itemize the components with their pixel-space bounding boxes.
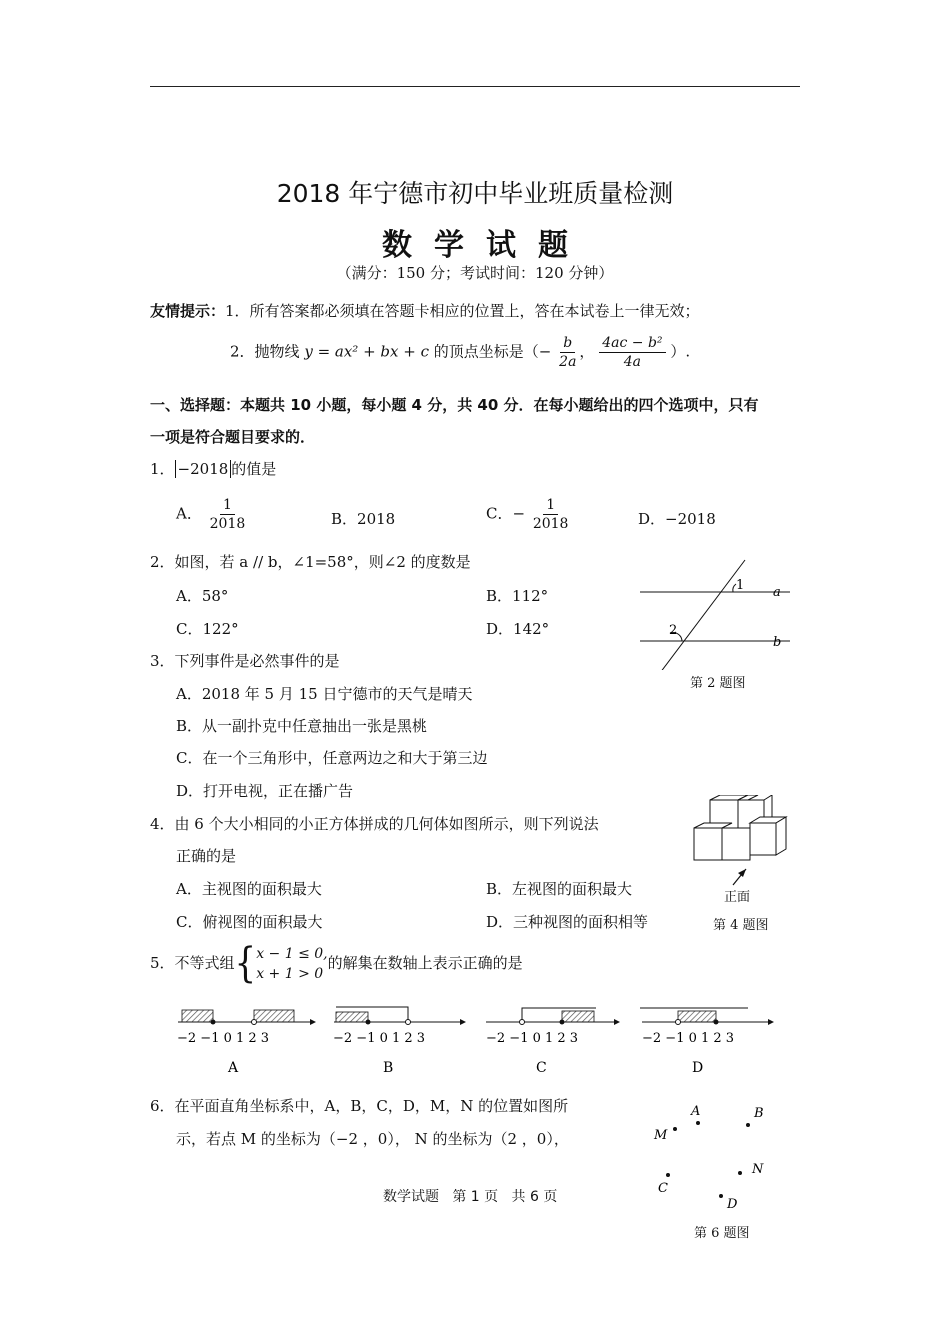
q3-option-a: A．2018 年 5 月 15 日宁德市的天气是晴天 <box>176 685 473 703</box>
q4-option-a: A．主视图的面积最大 <box>176 880 322 898</box>
point-b <box>746 1123 750 1127</box>
frac-num: 4ac − b² <box>599 334 665 353</box>
label-point-b: B <box>754 1106 764 1121</box>
tips-label: 友情提示： <box>150 302 226 320</box>
label-point-a: A <box>691 1104 701 1119</box>
q2-option-c: C．122° <box>176 620 239 638</box>
number-line-b <box>333 1007 466 1076</box>
brace-icon: { <box>234 940 257 988</box>
q5-ineq-1: x − 1 ≤ 0, <box>256 946 328 962</box>
frac-den: 2018 <box>532 516 569 532</box>
q1-option-b: B．2018 <box>331 510 396 528</box>
q6-caption: 第 6 题图 <box>694 1226 750 1241</box>
q5-system <box>256 944 327 984</box>
q2-option-a: A．58° <box>176 587 229 605</box>
q3-option-c: C．在一个三角形中，任意两边之和大于第三边 <box>176 749 488 767</box>
q1-option-d: D．−2018 <box>638 510 716 528</box>
q3-option-d: D．打开电视，正在播广告 <box>176 782 354 800</box>
q1-c-fraction <box>530 496 572 533</box>
vertex-y-fraction <box>599 334 665 371</box>
tick-labels-b: −2 −1 0 1 2 3 <box>333 1031 426 1046</box>
tick-labels-d: −2 −1 0 1 2 3 <box>642 1031 735 1046</box>
q6-line-2: 示，若点 M 的坐标为（−2 ，0）， N 的坐标为（2 ，0）， <box>176 1130 569 1148</box>
frac-num: 1 <box>220 496 235 515</box>
q1-stem <box>150 458 276 479</box>
q1-a-fraction <box>207 496 249 533</box>
q3-stem: 3．下列事件是必然事件的是 <box>150 652 340 670</box>
minus-sign: − <box>538 342 552 361</box>
q2-stem: 2．如图，若 a // b，∠1=58°，则∠2 的度数是 <box>150 553 471 571</box>
q5-ineq-2: x + 1 > 0 <box>256 966 324 982</box>
point-d <box>719 1194 723 1198</box>
q4-option-b: B．左视图的面积最大 <box>486 880 633 898</box>
number-line-a <box>177 1010 316 1076</box>
q4-stem-2: 正确的是 <box>176 847 237 865</box>
q4-caption: 第 4 题图 <box>713 918 769 933</box>
q2-option-b: B．112° <box>486 587 549 605</box>
q5-stem-text: 的解集在数轴上表示正确的是 <box>327 954 523 972</box>
q2-option-d: D．142° <box>486 620 550 638</box>
label-c: C <box>536 1060 547 1076</box>
exam-title: 2018 年宁德市初中毕业班质量检测 <box>276 179 674 208</box>
vertex-x-fraction <box>556 334 579 371</box>
transversal <box>660 560 745 670</box>
tip-1 <box>150 300 700 321</box>
fig-label-a: a <box>773 585 781 600</box>
frac-den: 2018 <box>209 516 246 532</box>
top-rule <box>150 86 800 87</box>
label-point-m: M <box>654 1128 668 1143</box>
tip-2-end: ）. <box>670 342 691 361</box>
q4-front-label: 正面 <box>724 890 751 905</box>
tick-labels-a: −2 −1 0 1 2 3 <box>177 1031 270 1046</box>
q4-option-d: D．三种视图的面积相等 <box>486 913 649 931</box>
q1-c-label: C．− <box>486 504 526 523</box>
label-point-n: N <box>752 1162 764 1177</box>
q1-num: 1． <box>150 460 175 478</box>
tip-2-pre: 2．抛物线 <box>230 342 300 361</box>
number-line-d <box>640 1008 774 1076</box>
q1-option-a <box>176 496 248 533</box>
q1-stem-text: 的值是 <box>231 460 277 478</box>
tip-1-text: 1．所有答案都必须填在答题卡相应的位置上，答在本试卷上一律无效； <box>225 302 700 320</box>
label-b: B <box>383 1060 394 1076</box>
label-point-d: D <box>727 1197 738 1212</box>
tick-labels-c: −2 −1 0 1 2 3 <box>486 1031 579 1046</box>
label-d: D <box>692 1060 704 1076</box>
section-heading-1: 一、选择题：本题共 10 小题，每小题 4 分，共 40 分．在每小题给出的四个选项中，只有 <box>150 396 759 414</box>
q1-option-c <box>486 496 571 533</box>
point-m <box>673 1127 677 1131</box>
fig-label-2: 2 <box>669 623 678 638</box>
q4-option-c: C．俯视图的面积最大 <box>176 913 323 931</box>
label-a: A <box>228 1060 239 1076</box>
q5-num: 5．不等式组 <box>150 954 235 972</box>
tip-2 <box>230 334 690 371</box>
tip-2-mid: 的顶点坐标是（ <box>433 342 539 361</box>
page-footer: 数学试题 第 1 页 共 6 页 <box>383 1189 558 1205</box>
number-line-c <box>486 1008 620 1076</box>
parabola-formula: y = ax² + bx + c <box>304 342 429 361</box>
fig-label-b: b <box>773 635 782 650</box>
section-heading-2: 一项是符合题目要求的． <box>150 428 316 446</box>
point-c <box>666 1173 670 1177</box>
frac-den: 2a <box>559 354 577 370</box>
q3-option-b: B．从一副扑克中任意抽出一张是黑桃 <box>176 717 428 735</box>
fig-label-1: 1 <box>736 578 745 593</box>
frac-num: 1 <box>543 496 558 515</box>
label-point-c: C <box>658 1181 668 1196</box>
q2-caption: 第 2 题图 <box>690 676 746 691</box>
point-a <box>696 1121 700 1125</box>
q5-number-lines <box>170 998 780 1078</box>
q1-abs-value: −2018 <box>175 460 232 478</box>
q4-stem-1: 4．由 6 个大小相同的小正方体拼成的几何体如图所示，则下列说法 <box>150 815 599 833</box>
q2-figure <box>630 555 800 670</box>
comma: ， <box>579 342 595 361</box>
q5-stem <box>150 940 523 988</box>
point-n <box>738 1171 742 1175</box>
frac-den: 4a <box>623 354 641 370</box>
subject-title: 数学试题 <box>382 228 590 263</box>
q6-point-figure <box>645 1098 775 1213</box>
q6-line-1: 6．在平面直角坐标系中，A，B，C，D，M，N 的位置如图所 <box>150 1097 569 1115</box>
q1-a-label: A． <box>176 504 202 523</box>
exam-info: （满分：150 分；考试时间：120 分钟） <box>336 264 614 282</box>
front-arrow-head <box>738 869 746 877</box>
frac-num: b <box>560 334 575 353</box>
